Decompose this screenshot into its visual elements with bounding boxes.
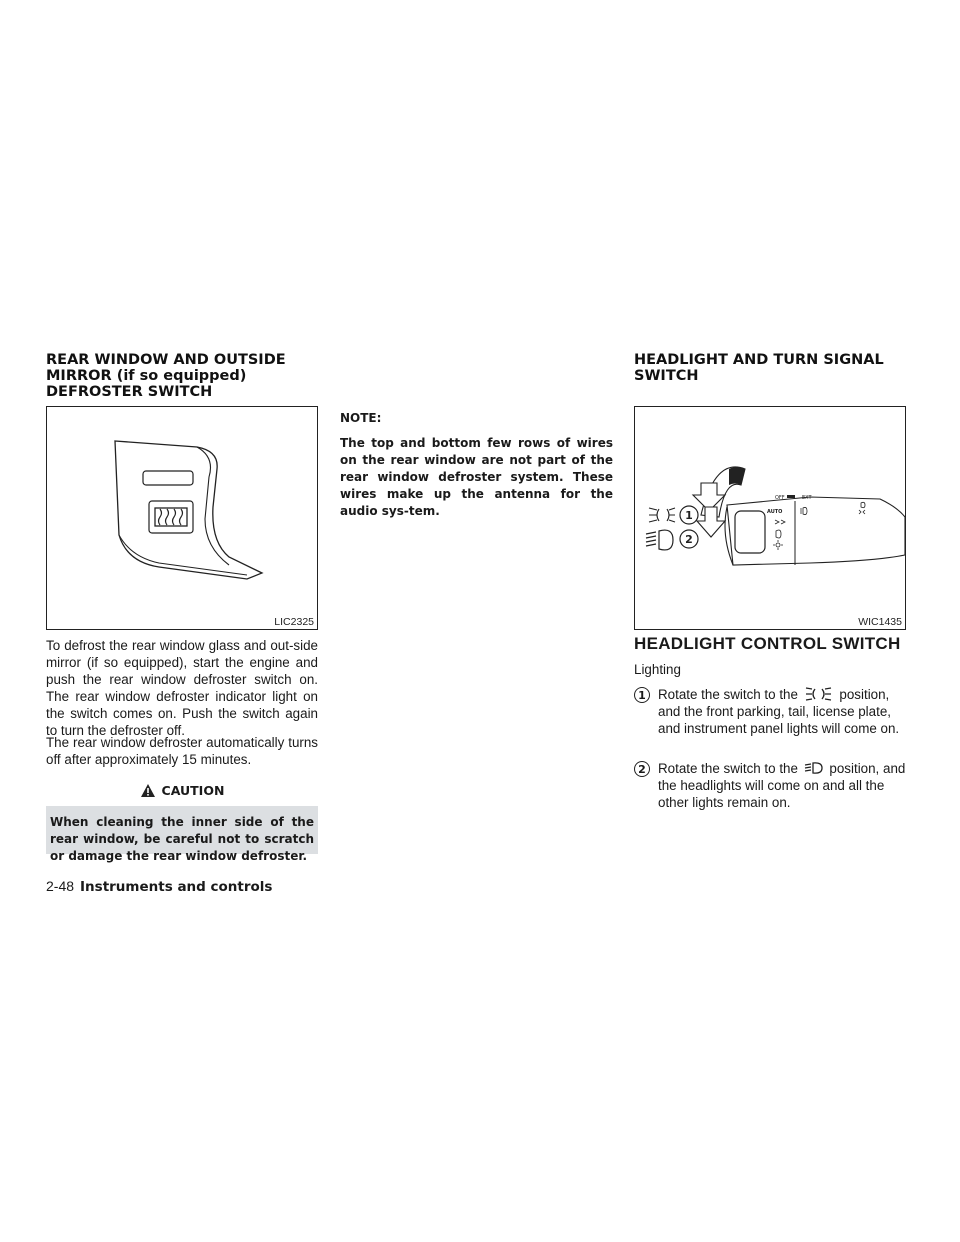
heading-line: HEADLIGHT AND TURN SIGNAL xyxy=(634,352,884,368)
switch-off-label: OFF xyxy=(775,495,785,501)
page-number: 2-48 xyxy=(46,878,75,894)
figure-label: WIC1435 xyxy=(858,616,902,628)
headlight-switch-figure xyxy=(634,406,906,630)
headlight-control-subheading: HEADLIGHT CONTROL SWITCH xyxy=(634,634,901,653)
switch-ext-label: EXT xyxy=(802,495,812,501)
step-text-after: position, and the front parking, tail, license plate, and instrument panel lights will come on. xyxy=(658,687,900,736)
step-text-before: Rotate the switch to the xyxy=(658,687,798,702)
section-title: Instruments and controls xyxy=(80,879,273,895)
step-text-before: Rotate the switch to the xyxy=(658,761,798,776)
parking-light-icon xyxy=(804,687,834,701)
note-title: NOTE: xyxy=(340,411,382,425)
defroster-switch-illustration xyxy=(47,407,317,629)
callout-2-label: 2 xyxy=(685,533,693,546)
heading-line: REAR WINDOW AND OUTSIDE xyxy=(46,352,286,368)
heading-line: SWITCH xyxy=(634,368,699,384)
caution-title: CAUTION xyxy=(161,782,225,798)
heading-line: MIRROR (if so equipped) xyxy=(46,368,247,384)
caution-text: When cleaning the inner side of the rear window, be careful not to scratch or damage the rear window defroster. xyxy=(46,804,318,873)
lighting-label: Lighting xyxy=(634,662,681,677)
rear-defroster-heading xyxy=(46,352,326,400)
heading-line: DEFROSTER SWITCH xyxy=(46,384,213,400)
step-2 xyxy=(634,760,906,811)
switch-auto-label: AUTO xyxy=(767,509,783,515)
note-text: The top and bottom few rows of wires on the rear window are not part of the rear window defroster system. These wires make up the antenna for the audio sys-tem. xyxy=(340,436,613,518)
headlight-symbol xyxy=(646,530,673,550)
callout-1-label: 1 xyxy=(685,509,693,522)
figure-label: LIC2325 xyxy=(274,616,314,628)
step-text xyxy=(658,760,906,811)
headlight-heading xyxy=(634,352,914,384)
step-text xyxy=(658,686,906,737)
note-block xyxy=(340,410,613,520)
defroster-paragraph-2: The rear window defroster automatically turns off after approximately 15 minutes. xyxy=(46,735,318,767)
defroster-paragraph-1: To defrost the rear window glass and out-side mirror (if so equipped), start the engine and push the rear window defroster switch on. The rear window defroster indicator light on the switch comes on. Push the switch again to turn the defroster off. xyxy=(46,638,318,738)
caution-header xyxy=(46,776,318,804)
headlight-icon xyxy=(804,761,824,775)
step-text-after: position, and the headlights will come on and all the other lights remain on. xyxy=(658,761,906,810)
step-number: 2 xyxy=(634,761,650,777)
parking-light-symbol xyxy=(649,508,675,522)
page-footer xyxy=(46,878,272,895)
caution-box xyxy=(46,776,318,863)
step-1 xyxy=(634,686,906,737)
defroster-switch-figure xyxy=(46,406,318,630)
headlight-switch-illustration xyxy=(635,407,905,629)
step-number: 1 xyxy=(634,687,650,703)
warning-triangle-icon xyxy=(140,783,156,798)
